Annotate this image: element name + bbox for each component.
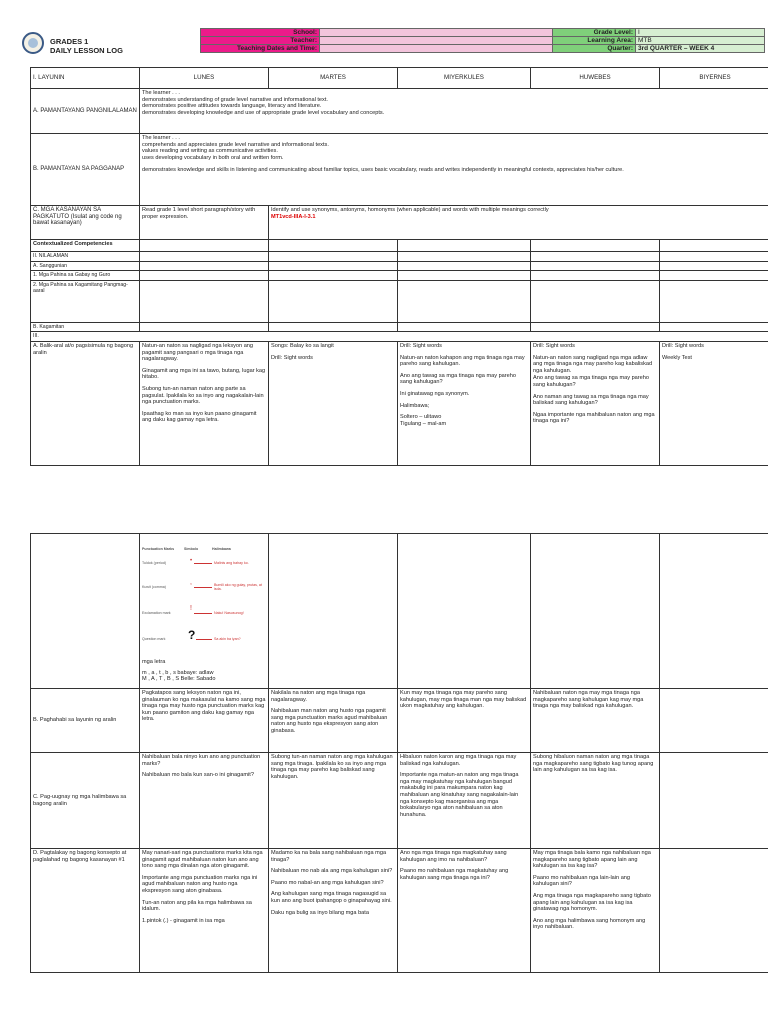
paragraph: Nakilala na naton ang mga tinaga nga nagalaragway. — [271, 690, 366, 703]
chart-arrow — [196, 639, 212, 640]
paragraph: Nahibaluan man naton ang husto nga pagamit sang mga punctuation marks agud mahibaluan naton ang husto nga ekspresyon sang aton ginabasa. — [271, 708, 388, 734]
cell — [269, 252, 398, 262]
col-header-martes: MARTES — [269, 68, 398, 89]
pagtalakay-label: D. Pagtalakay ng bagong konsepto at paglalahad ng bagong kasanayan #1 — [31, 849, 140, 973]
kasanayan-label-note: (Isulat ang code ng bawat kasanayan) — [33, 213, 122, 227]
punctuation-chart-cell — [140, 534, 269, 689]
cell — [140, 280, 269, 322]
cell — [660, 280, 768, 322]
paragraph: Natun-an naton sang nagligad nga mga adlaw ang mga tinaga nga may pareho kag kabaliskad nga kahulugan. — [533, 354, 653, 374]
pag-uugnay-miyerkules — [398, 753, 531, 849]
cell — [398, 271, 531, 281]
lesson-log-table-page1 — [30, 67, 768, 466]
cell — [531, 252, 660, 262]
cell — [660, 271, 768, 281]
chart-item: Tuldok (period) — [142, 561, 167, 565]
cell — [660, 689, 768, 753]
paghahabi-miyerkules: Kun may mga tinaga nga may pareho sang kahulugan, may mga tinaga man nga may baliskad ukon magkatuhay ang kahulugan. — [398, 689, 531, 753]
balik-aral-martes — [269, 341, 398, 465]
chart-arrow — [194, 563, 212, 564]
paragraph: Ginagamit ang mga ini sa tawo, butang, lugar kag hitabo. — [142, 367, 266, 381]
cell — [660, 849, 768, 973]
text-line: demonstrates developing knowledge and use of appropriate grade level vocabulary and concepts. — [142, 109, 385, 116]
cell — [660, 252, 768, 262]
paragraph: Songs: Balay ko sa langit — [271, 342, 334, 349]
kasanayan-label-text: C. MGA KASANAYAN SA PAGKATUTO — [33, 207, 101, 220]
paragraph: Weekly Test — [662, 354, 692, 361]
paragraph: Ini ginatawag nga synonym. — [400, 390, 470, 397]
cell — [531, 322, 660, 332]
competency-code: MT1vcd-IIIA-I-3.1 — [271, 213, 316, 220]
paragraph: Ang mga tinaga nga magkapareho sang tigbato apang lain ang kahulugan sa isa kag isa ginatawag nga homonym. — [533, 892, 651, 913]
cell — [269, 240, 398, 252]
paragraph: Ano ang tawag sa mga tinaga nga may pareho sang kahulugan? — [533, 375, 649, 388]
cell — [398, 261, 531, 271]
comma-symbol: , — [190, 579, 192, 586]
chart-item: Kuwit (comma) — [142, 585, 166, 589]
lesson-log-table-page2 — [30, 533, 768, 973]
text-line: The learner . . . — [142, 135, 180, 141]
chart-arrow — [194, 613, 212, 614]
teacher-value — [320, 37, 553, 45]
text-line: values reading and writing as communicative activities. — [142, 148, 278, 155]
paragraph: Drill: Sight words — [533, 342, 575, 349]
cell — [140, 252, 269, 262]
paragraph: Ano nga mga tinaga nga magkatuhay sang kahulugan ang imo na nahibaluan? — [400, 850, 507, 863]
kagamitan-label: B. Kagamitan — [31, 322, 140, 332]
pag-uugnay-martes: Subong tun-an naman naton ang mga kahulugan sang mga tinaga. Ipakilala ko sa inyo ang mga tinaga nga may pareho kag baliskad sang kahulugan. — [269, 753, 398, 849]
pagtalakay-huwebes — [531, 849, 660, 973]
paragraph: Tun-an naton ang pila ka mga halimbawa sa idalum. — [142, 899, 252, 913]
paragraph: Ngaa importante nga mahibaluan naton ang mga tinaga nga ini? — [533, 411, 655, 425]
paghahabi-martes — [269, 689, 398, 753]
paragraph: Drill: Sight words — [662, 342, 704, 349]
kasanayan-rest — [269, 206, 768, 240]
text-line: demonstrates knowledge and skills in listening and communicating about familiar topics, uses basic vocabulary, reads and writes independently in meaningful contexts, appreciates his/her culture. — [142, 167, 624, 174]
teaching-dates-label: Teaching Dates and Time: — [201, 45, 320, 53]
header-info-table — [200, 28, 765, 53]
text-line: Soltero – ulitawo — [400, 414, 442, 421]
school-value — [320, 29, 553, 37]
paragraph: Halimbawa; — [400, 402, 430, 409]
cell — [660, 322, 768, 332]
cell — [660, 240, 768, 252]
paragraph: Nahibaluan mo nab ala ang mga kahulugan sini? — [271, 868, 393, 875]
paragraph: Ipaathag ko man sa inyo kun paano ginagamit ang daku kag gamay nga letra. — [142, 410, 257, 424]
paragraph: Paano mo nabal-an ang mga kahulugan sini? — [271, 879, 384, 886]
deped-seal-logo — [22, 32, 44, 54]
teaching-dates-value — [320, 45, 553, 53]
chart-item: Exclamation mark — [142, 611, 171, 615]
cell — [398, 322, 531, 332]
text-line: uses developing vocabulary in both oral and written form. — [142, 154, 284, 161]
text-line: demonstrates positive attitudes towards language, literacy and literature. — [142, 103, 322, 110]
cell — [269, 271, 398, 281]
gabay-ng-guro-label: 1. Mga Pahina sa Gabay ng Guro — [31, 271, 140, 281]
cell — [398, 252, 531, 262]
cell — [531, 534, 660, 689]
contextualized-label: Contextualized Competencies — [31, 240, 140, 252]
cell — [660, 534, 768, 689]
text-line: comprehends and appreciates grade level narrative and informational texts. — [142, 141, 329, 148]
mga-letra-text: mga letra — [142, 659, 166, 665]
punctuation-marks-chart-image — [142, 547, 266, 655]
paragraph: Importante nga matun-an naton ang mga tinaga nga may magkatuhay nga kahulugan bangud makabulig ini para makumpara naton kag mahibaluan ang kinatuhay sang nagakalain-lain nga konsepto kag maorganisa ang mga bokabularyo nga aton nahibaluan sa aton hunahuna. — [400, 772, 519, 818]
learning-area-label: Learning Area: — [553, 37, 636, 45]
paragraph: Madamo ka na bala sang nahibaluan nga mga tinaga? — [271, 850, 387, 863]
balik-aral-miyerkules — [398, 341, 531, 465]
balik-aral-huwebes — [531, 341, 660, 465]
pag-uugnay-huwebes: Subong hibaluon naman naton ang mga tinaga nga magkapareho sang tigbato kag tunog apang lain ang kahulugan sa isa kag isa. — [531, 753, 660, 849]
col-header-huwebes: HUWEBES — [531, 68, 660, 89]
cell — [398, 534, 531, 689]
paragraph: May nanari-sari nga punctuations marks kita nga ginagamit agud mahibaluan naton kun ano ang tono sang mga dinalan nga aton ginagamit. — [142, 850, 263, 870]
chart-example: Naku! Nasusunog! — [214, 611, 244, 615]
mga-kasanayan-label — [31, 206, 140, 240]
cell — [398, 240, 531, 252]
paragraph: Hibaluon naton karon ang mga tinaga nga may baliskad nga kahulugan. — [400, 754, 517, 767]
paragraph: Paano mo nahibaluan nga lain-lain ang kahulugan sini? — [533, 874, 631, 888]
col-header-layunin: I. LAYUNIN — [31, 68, 140, 89]
sanggunian-label: A. Sanggunian — [31, 261, 140, 271]
cell — [140, 322, 269, 332]
pamantayan-sa-pagganap-label: B. PAMANTAYAN SA PAGGANAP — [31, 134, 140, 206]
cell — [140, 261, 269, 271]
cell — [660, 261, 768, 271]
col-header-lunes: LUNES — [140, 68, 269, 89]
teacher-label: Teacher: — [201, 37, 320, 45]
quarter-value: 3rd QUARTER – WEEK 4 — [636, 45, 765, 53]
paragraph: Natun-an naton kahapon ang mga tinaga nga may pareho sang kahulugan. — [400, 354, 525, 368]
col-header-biyernes: BIYERNES — [660, 68, 768, 89]
nilalaman-label: II. NILALAMAN — [31, 252, 140, 262]
pagtalakay-miyerkules — [398, 849, 531, 973]
pamantayan-sa-pagganap-content — [140, 134, 768, 206]
paghahabi-label: B. Paghahabi sa layunin ng aralin — [31, 689, 140, 753]
school-label: School: — [201, 29, 320, 37]
pamantayang-pangnilalaman-content — [140, 89, 768, 134]
letter-example-line: m , a , t , b , s babaye: adlaw — [142, 669, 214, 676]
paragraph: Subong tun-an naman naton ang parte sa pagsulat. Ipakilala ko sa inyo ang nagakalain-lain nga punctuation marks. — [142, 385, 264, 406]
kasanayan-text: Identify and use synonyms, antonyms, homonyms (when applicable) and words with multiple meanings correctly — [271, 207, 549, 213]
col-header-miyerkules: MIYERKULES — [398, 68, 531, 89]
balik-aral-biyernes — [660, 341, 768, 465]
cell — [531, 271, 660, 281]
paragraph: Paano mo nahibaluan nga magkatuhay ang kahulugan sang mga tinaga nga ini? — [400, 868, 509, 881]
paragraph: Drill: Sight words — [271, 354, 313, 361]
cell — [531, 261, 660, 271]
balik-aral-label: A. Balik-aral at/o pagsisimula ng bagong aralin — [31, 341, 140, 465]
period-symbol: • — [190, 558, 193, 564]
paragraph: Ano ang tawag sa mga tinaga nga may pareho sang kahulugan? — [400, 372, 516, 386]
quarter-label: Quarter: — [553, 45, 636, 53]
pagtalakay-lunes — [140, 849, 269, 973]
section-iii-label: III. — [31, 332, 768, 342]
chart-col-header: Simbolo — [184, 547, 199, 551]
pagtalakay-martes — [269, 849, 398, 973]
paragraph: Daku nga bulig sa inyo bilang mga bata — [271, 909, 369, 916]
paragraph: Nahibaluan bala ninyo kun ano ang punctuation marks? — [142, 754, 261, 767]
cell — [531, 240, 660, 252]
paragraph: 1.pintok (.) - ginagamit in isa mga — [142, 917, 225, 924]
text-line: The learner . . . — [142, 90, 180, 96]
cell — [531, 280, 660, 322]
paragraph: Ano naman ang tawag sa mga tinaga nga may baliskad sang kahulugan? — [533, 393, 649, 407]
letter-example-line: M , A , T , B , S Belle: Sabado — [142, 676, 216, 683]
chart-col-header: Punctuation Marks — [142, 547, 175, 551]
grade-level-value: I — [636, 29, 765, 37]
pamantayang-pangnilalaman-label: A. PAMANTAYANG PANGNILALAMAN — [31, 89, 140, 134]
paragraph: Ano ang mga halimbawa sang homonym ang inyo nahibaluan. — [533, 917, 646, 931]
chart-col-header: Halimbawa — [212, 547, 231, 551]
paragraph: Natun-an naton sa nagligad nga leksyon ang pagamit sang pangsari o mga tinaga nga nagalaragway. — [142, 342, 254, 363]
paghahabi-lunes: Pagkatapos sang leksyon naton nga ini, ginalauman ko nga makasulat na kamo sang mga tinaga nga may husto nga punctuation marks kag kun paano gamiton ang daku kag gamay nga letra. — [140, 689, 269, 753]
text-line: demonstrates understanding of grade level narrative and informational text. — [142, 96, 328, 103]
cell — [31, 534, 140, 689]
cell — [660, 753, 768, 849]
paragraph: Drill: Sight words — [400, 342, 442, 349]
paragraph: Ang kahulugan sang mga tinaga nagasugid sa kun ano ang buot ipahangop o ginapahayag sini. — [271, 891, 392, 904]
kasanayan-lunes: Read grade 1 level short paragraph/story with proper expression. — [140, 206, 269, 240]
chart-example: Sa akin ba iyan? — [214, 637, 241, 641]
cell — [398, 280, 531, 322]
learning-area-value: MTB — [636, 37, 765, 45]
chart-item: Question mark — [142, 637, 166, 641]
cell — [140, 271, 269, 281]
chart-example: Malinis ang bahay ko. — [214, 561, 249, 565]
cell — [269, 534, 398, 689]
pag-uugnay-lunes — [140, 753, 269, 849]
cell — [269, 322, 398, 332]
question-symbol: ? — [188, 628, 196, 642]
cell — [140, 240, 269, 252]
pag-uugnay-label: C. Pag-uugnay ng mga halimbawa sa bagong aralin — [31, 753, 140, 849]
cell — [269, 280, 398, 322]
cell — [269, 261, 398, 271]
paragraph: May mga tinaga bala kamo nga nahibaluan nga magkapareho sang tigbato apang lain ang kahulugan sa isa kag isa? — [533, 850, 651, 870]
form-title-line2: DAILY LESSON LOG — [50, 46, 123, 55]
grade-level-label: Grade Level: — [553, 29, 636, 37]
paghahabi-huwebes: Nahibaluan naton nga may mga tinaga nga magkapareho sang kahulugan kag may mga tinaga nga may baliskad nga kahulugan. — [531, 689, 660, 753]
kagamitang-pangmag-aaral-label: 2. Mga Pahina sa Kagamitang Pangmag-aaral — [31, 280, 140, 322]
chart-arrow — [194, 587, 212, 588]
exclamation-symbol: ! — [190, 605, 192, 612]
form-title-line1: GRADES 1 — [50, 37, 89, 46]
balik-aral-lunes — [140, 341, 269, 465]
chart-example: Bumili ako ng gulay, prutas, at isda. — [214, 583, 262, 591]
paragraph: Importante ang mga punctuation marks nga ini agud mahibaluan naton ang husto nga ekspresyon sang aton ginabasa. — [142, 874, 258, 894]
paragraph: Nahibaluan mo bala kun san-o ini ginagamit? — [142, 772, 254, 779]
text-line: Tigulang – mal-am — [400, 420, 447, 427]
